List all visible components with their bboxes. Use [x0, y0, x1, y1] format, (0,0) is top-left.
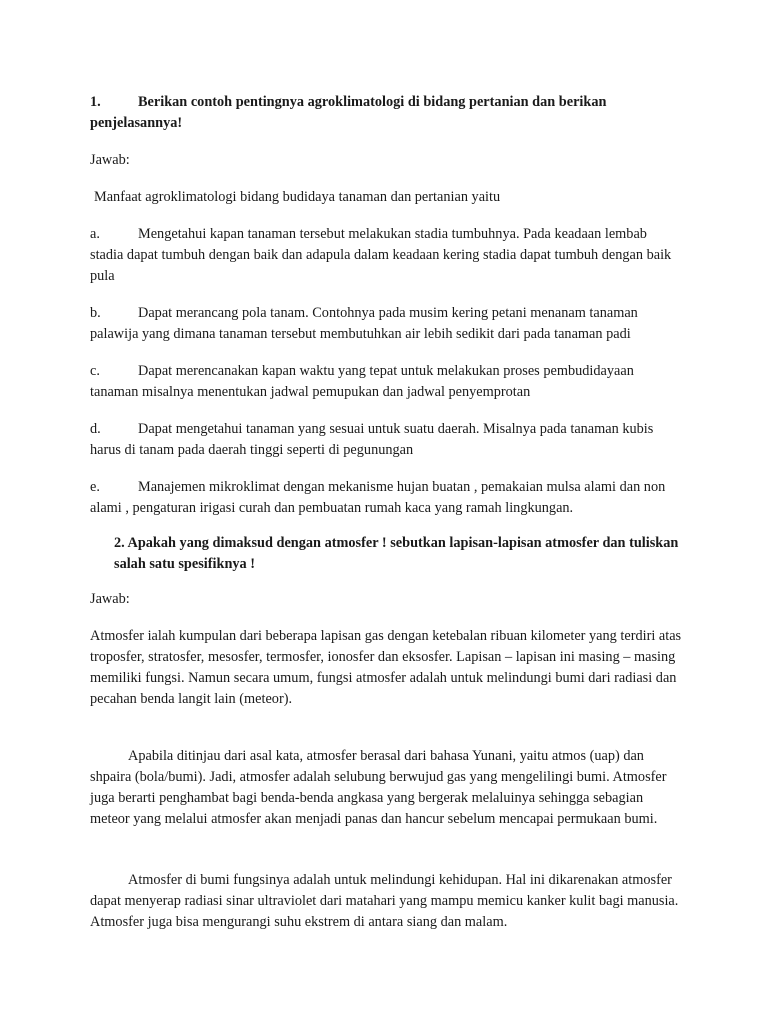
question-1 [90, 92, 682, 134]
question-1-text: Berikan contoh pentingnya agroklimatologi di bidang pertanian dan berikan penjelasannya! [90, 94, 607, 131]
list-item-a [90, 224, 682, 287]
list-item-e [90, 477, 682, 519]
document-page [90, 92, 682, 933]
list-item-e-letter: e. [90, 479, 100, 495]
list-item-d [90, 419, 682, 461]
list-item-c-letter: c. [90, 363, 100, 379]
list-item-d-letter: d. [90, 421, 101, 437]
answer-label-1: Jawab: [90, 152, 130, 168]
answer-1-intro: Manfaat agroklimatologi bidang budidaya tanaman dan pertanian yaitu [94, 189, 501, 205]
question-2 [90, 533, 682, 575]
question-2-text: 2. Apakah yang dimaksud dengan atmosfer ! sebutkan lapisan-lapisan atmosfer dan tuliskan salah satu spesifiknya ! [114, 535, 679, 572]
list-item-b [90, 303, 682, 345]
list-item-b-text: Dapat merancang pola tanam. Contohnya pada musim kering petani menanam tanaman palawija yang dimana tanaman tersebut membutuhkan air lebih sedikit dari pada tanaman padi [90, 305, 638, 342]
list-item-c [90, 361, 682, 403]
list-item-c-text: Dapat merencanakan kapan waktu yang tepat untuk melakukan proses pembudidayaan tanaman misalnya menentukan jadwal pemupukan dan jadwal penyemprotan [90, 363, 634, 400]
list-item-d-text: Dapat mengetahui tanaman yang sesuai untuk suatu daerah. Misalnya pada tanaman kubis harus di tanam pada daerah tinggi seperti di pegunungan [90, 421, 654, 458]
list-item-b-letter: b. [90, 305, 101, 321]
answer-2-paragraph-2: Apabila ditinjau dari asal kata, atmosfer berasal dari bahasa Yunani, yaitu atmos (uap) dan shpaira (bola/bumi). Jadi, atmosfer adalah selubung berwujud gas yang mengelilingi bumi. Atmosfer juga berarti penghambat bagi benda-benda angkasa yang bergerak melaluinya sehingga sebagian meteor yang melalui atmosfer akan menjadi panas dan hancur sebelum mencapai permukaan bumi. [90, 748, 667, 827]
list-item-a-letter: a. [90, 226, 100, 242]
answer-label-2: Jawab: [90, 591, 130, 607]
answer-2-paragraph-1: Atmosfer ialah kumpulan dari beberapa lapisan gas dengan ketebalan ribuan kilometer yang terdiri atas troposfer, stratosfer, mesosfer, termosfer, ionosfer dan eksosfer. Lapisan – lapisan ini masing – masing memiliki fungsi. Namun secara umum, fungsi atmosfer adalah untuk melindungi bumi dari radiasi dan pecahan benda langit lain (meteor). [90, 628, 682, 707]
list-item-e-text: Manajemen mikroklimat dengan mekanisme hujan buatan , pemakaian mulsa alami dan non alami , pengaturan irigasi curah dan pembuatan rumah kaca yang ramah lingkungan. [90, 479, 666, 516]
list-item-a-text: Mengetahui kapan tanaman tersebut melakukan stadia tumbuhnya. Pada keadaan lembab stadia dapat tumbuh dengan baik dan adapula dalam keadaan kering stadia dapat tumbuh dengan baik pula [90, 226, 672, 284]
question-1-number: 1. [90, 94, 101, 110]
answer-2-paragraph-3: Atmosfer di bumi fungsinya adalah untuk melindungi kehidupan. Hal ini dikarenakan atmosfer dapat menyerap radiasi sinar ultraviolet dari matahari yang mampu memicu kanker kulit bagi manusia. Atmosfer juga bisa mengurangi suhu ekstrem di antara siang dan malam. [90, 872, 679, 930]
